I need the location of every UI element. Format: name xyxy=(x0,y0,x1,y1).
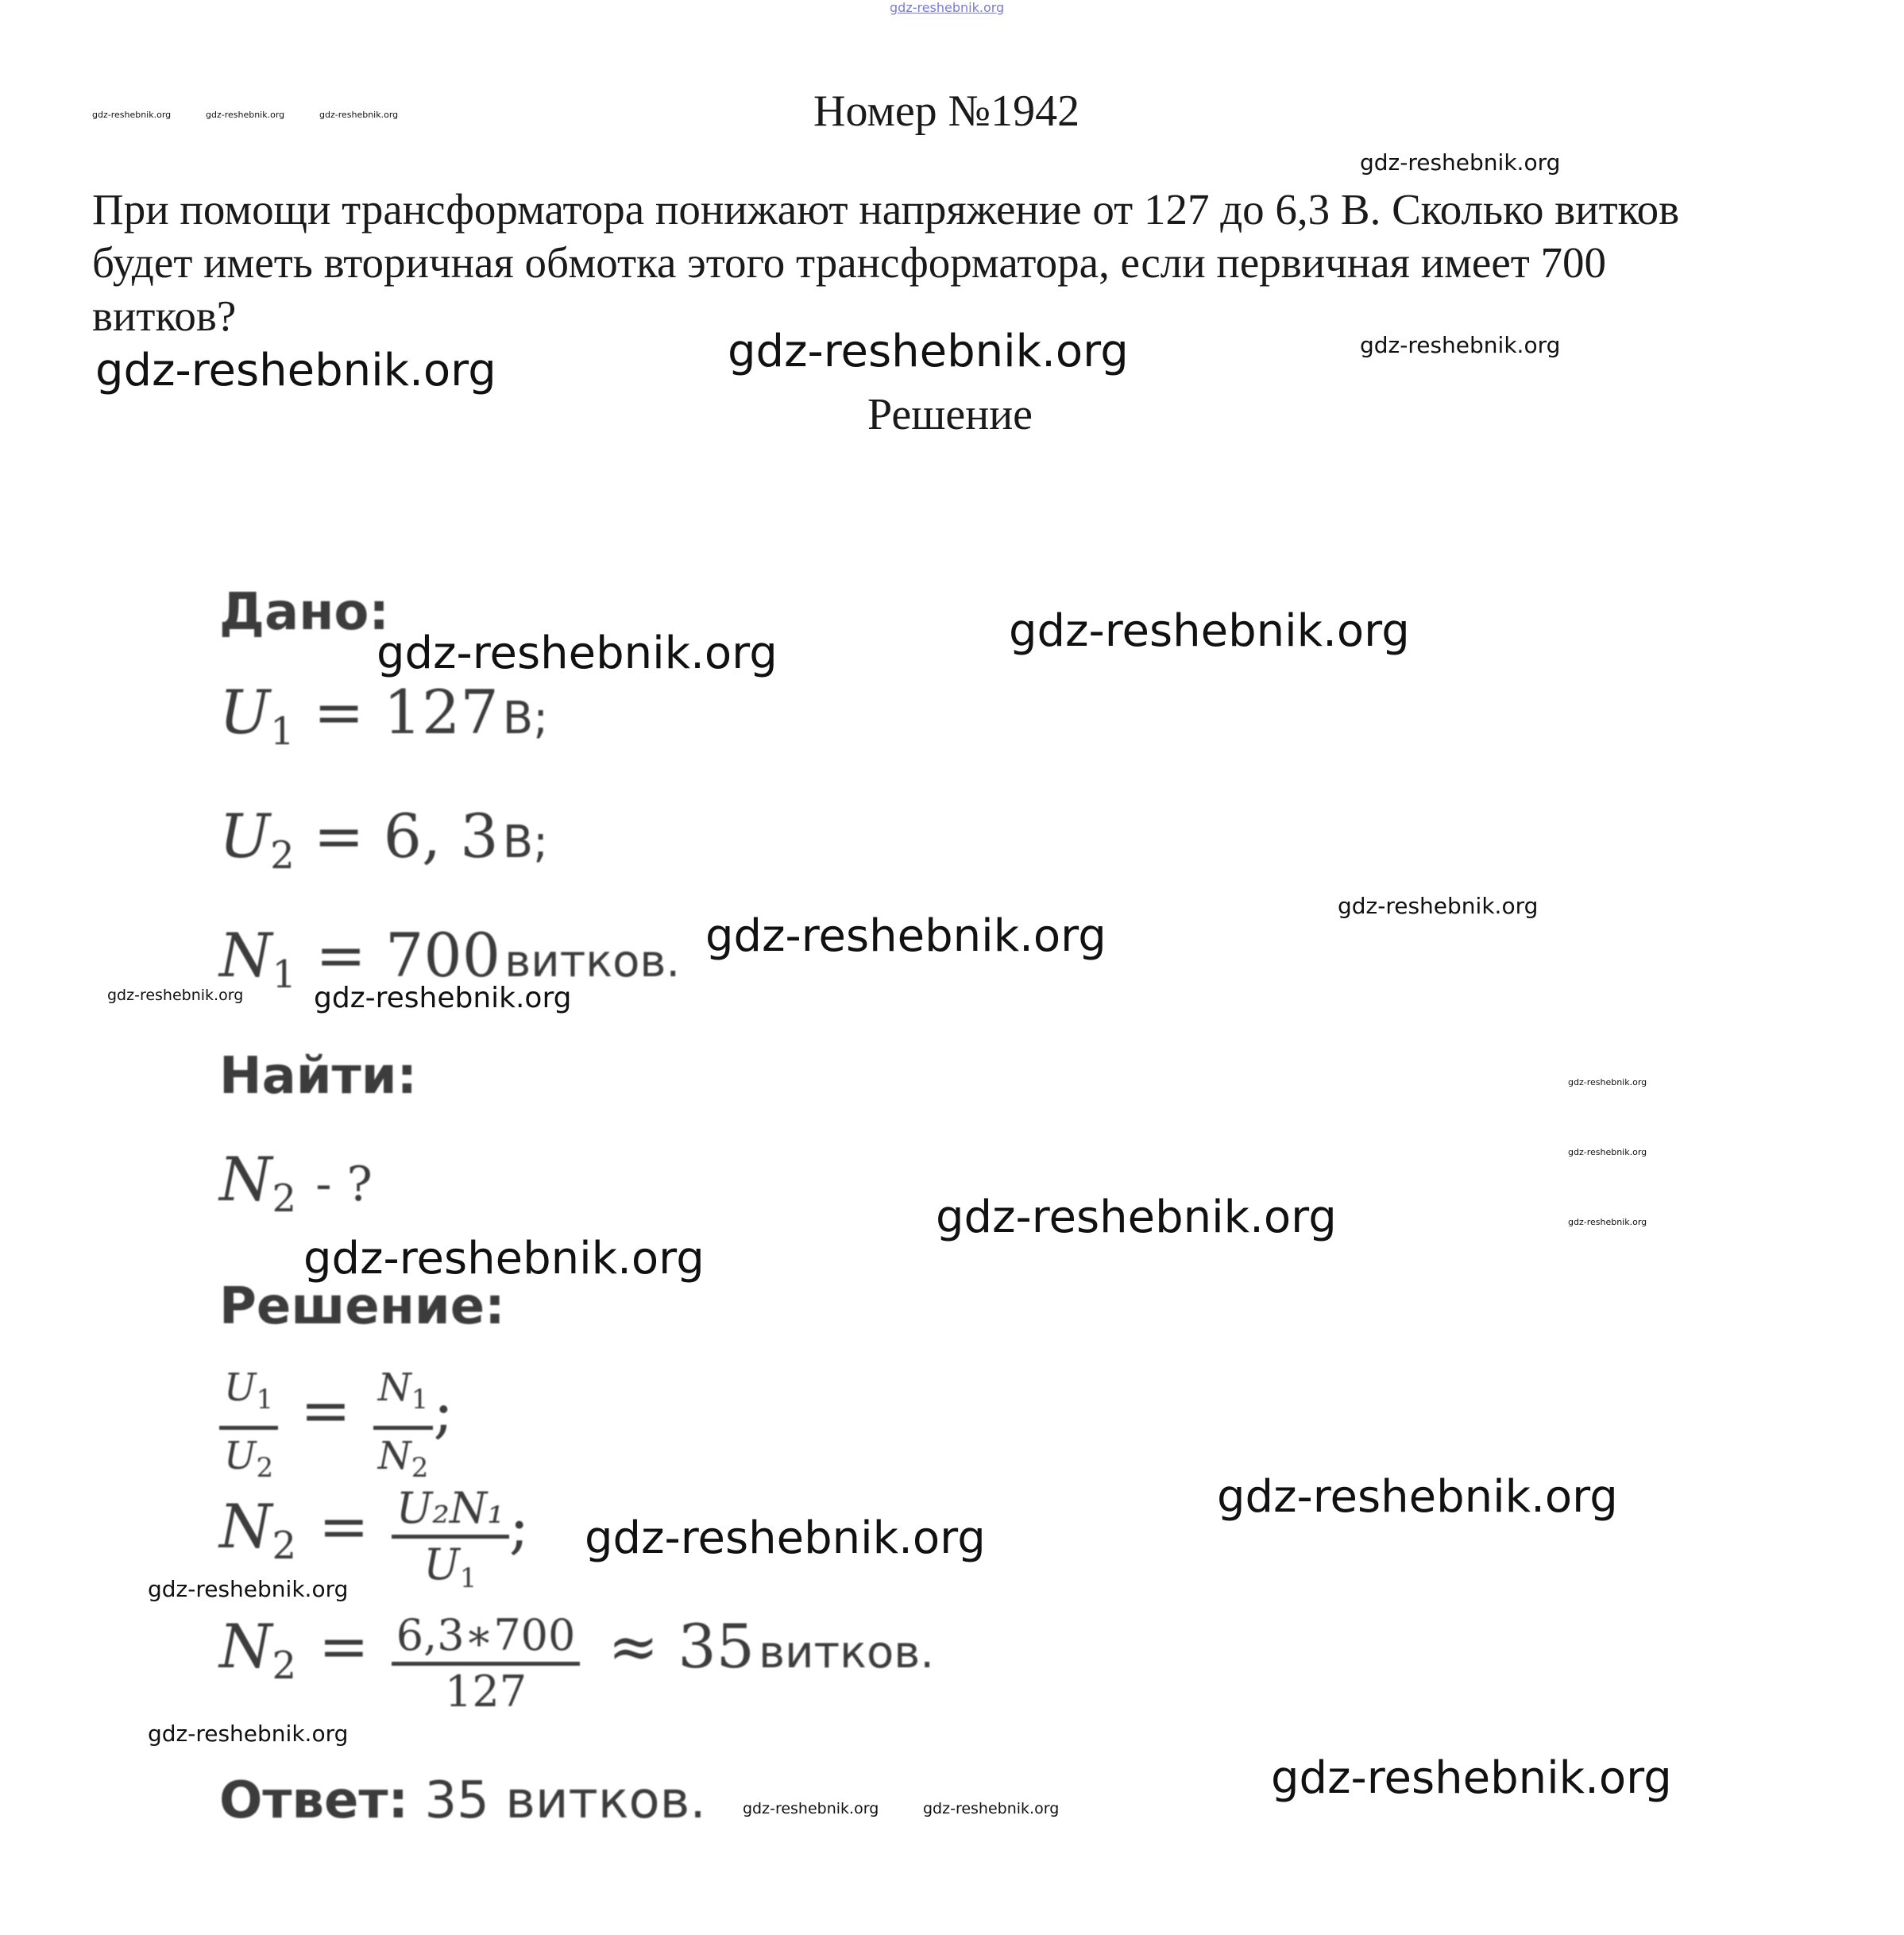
answer-line: Ответ: 35 витков. xyxy=(219,1771,706,1830)
watermark: gdz-reshebnik.org xyxy=(319,110,399,120)
watermark: gdz-reshebnik.org xyxy=(728,326,1129,377)
page-title: Номер №1942 xyxy=(813,87,1080,136)
watermark: gdz-reshebnik.org xyxy=(1217,1471,1618,1523)
watermark: gdz-reshebnik.org xyxy=(1009,605,1410,657)
given-u2: $U_2 = 6$, 3 В; xyxy=(219,801,549,878)
watermark: gdz-reshebnik.org xyxy=(1568,1147,1647,1157)
watermark: gdz-reshebnik.org xyxy=(743,1800,879,1817)
watermark: gdz-reshebnik.org xyxy=(705,910,1106,962)
watermark: gdz-reshebnik.org xyxy=(936,1192,1337,1243)
equation-ratio: $\frac{U_1}{U_2}$ = $\frac{N_1}{N_2}$ ; xyxy=(219,1361,454,1494)
find-label: Найти: xyxy=(219,1047,418,1106)
watermark: gdz-reshebnik.org xyxy=(1568,1217,1647,1227)
find-n2: $N_2$ - ? xyxy=(219,1144,373,1221)
watermark-top[interactable]: gdz-reshebnik.org xyxy=(890,0,1005,15)
watermark: gdz-reshebnik.org xyxy=(923,1800,1060,1817)
problem-text: При помощи трансформатора понижают напряжение от 127 до 6,3 В. Сколько витков будет иметь вторичная обмотка этого трансформатора, если первичная имеет 700 витков? xyxy=(92,185,1680,340)
watermark: gdz-reshebnik.org xyxy=(107,987,244,1004)
solution-heading: Решение xyxy=(867,390,1033,439)
watermark: gdz-reshebnik.org xyxy=(148,1721,349,1747)
watermark: gdz-reshebnik.org xyxy=(95,345,496,396)
given-u1: $U_1 = 127$ В; xyxy=(219,677,549,754)
watermark: gdz-reshebnik.org xyxy=(1568,1077,1647,1087)
watermark: gdz-reshebnik.org xyxy=(92,110,172,120)
watermark: gdz-reshebnik.org xyxy=(1271,1752,1672,1804)
equation-n2-value: $N_2$ = $\frac{6,3∗700}{127}$ ≈ 35 витков. xyxy=(219,1610,935,1717)
watermark: gdz-reshebnik.org xyxy=(1360,332,1561,358)
given-n1: $N_1 = 700$ витков. xyxy=(219,920,681,997)
solution-label: Решение: xyxy=(219,1277,505,1336)
given-label: Дано: xyxy=(219,583,389,642)
watermark: gdz-reshebnik.org xyxy=(148,1576,349,1602)
watermark: gdz-reshebnik.org xyxy=(1360,149,1561,176)
watermark: gdz-reshebnik.org xyxy=(314,982,572,1014)
watermark: gdz-reshebnik.org xyxy=(206,110,285,120)
watermark: gdz-reshebnik.org xyxy=(303,1233,705,1284)
watermark: gdz-reshebnik.org xyxy=(1338,893,1539,919)
watermark: gdz-reshebnik.org xyxy=(377,628,778,679)
equation-n2-formula: $N_2$ = $\frac{\text{U₂N₁}}{U_1}$ ; xyxy=(219,1483,530,1594)
watermark: gdz-reshebnik.org xyxy=(585,1512,986,1564)
